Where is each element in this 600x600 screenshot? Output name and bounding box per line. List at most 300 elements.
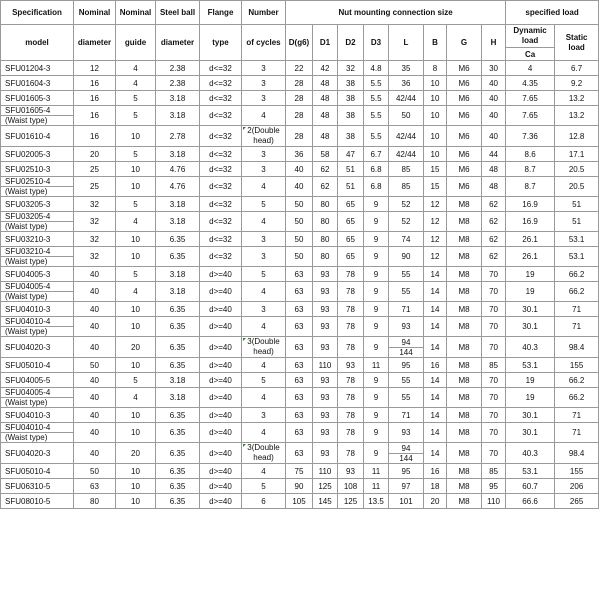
size-cell: M8 — [447, 302, 482, 317]
flange-type-cell: d<=32 — [200, 247, 242, 267]
nominal-diameter-cell: 16 — [74, 76, 116, 91]
size-cell: M8 — [447, 197, 482, 212]
static-load-cell: 155 — [555, 358, 599, 373]
size-cell: 125 — [338, 494, 364, 509]
size-cell: 42/44 — [389, 126, 424, 147]
table-row — [1, 408, 599, 423]
cycles-cell — [242, 443, 286, 464]
ball-diameter-cell: 3.18 — [156, 212, 200, 232]
dynamic-label: Dynamic — [513, 26, 547, 35]
double-head-label: 3(Double — [247, 443, 280, 452]
size-cell: M8 — [447, 408, 482, 423]
size-cell: 70 — [482, 267, 506, 282]
model-cell: SFU03210-3 — [1, 232, 74, 247]
size-cell: 93 — [313, 443, 338, 464]
table-row — [1, 106, 599, 116]
nominal-guide-cell: 20 — [116, 337, 156, 358]
size-cell: 55 — [389, 373, 424, 388]
dynamic-load-cell: 19 — [506, 282, 555, 302]
size-cell: 6.8 — [364, 177, 389, 197]
nominal-diameter-cell: 40 — [74, 302, 116, 317]
dynamic-load-cell: 7.36 — [506, 126, 555, 147]
size-cell: 93 — [313, 267, 338, 282]
size-cell: 47 — [338, 147, 364, 162]
double-head-suffix: head) — [253, 136, 274, 145]
table-row — [1, 126, 599, 147]
nominal-guide-cell: 10 — [116, 162, 156, 177]
cycles-cell: 4 — [242, 388, 286, 408]
size-cell: 9 — [364, 232, 389, 247]
size-cell: 78 — [338, 317, 364, 337]
size-cell: M8 — [447, 494, 482, 509]
static-load-cell: 6.7 — [555, 61, 599, 76]
size-cell: 28 — [286, 91, 313, 106]
model-cell: SFU03205-4 — [1, 212, 74, 222]
size-cell: 85 — [482, 464, 506, 479]
size-cell: 101 — [389, 494, 424, 509]
header-nominal-guide: Nominal — [116, 1, 156, 25]
ball-diameter-cell: 3.18 — [156, 147, 200, 162]
table-row — [1, 247, 599, 257]
table-row — [1, 232, 599, 247]
cycles-cell: 3 — [242, 408, 286, 423]
size-cell: 52 — [389, 197, 424, 212]
ball-diameter-cell: 6.35 — [156, 302, 200, 317]
ball-diameter-cell: 6.35 — [156, 317, 200, 337]
cycles-cell: 3 — [242, 302, 286, 317]
size-cell: 40 — [286, 162, 313, 177]
model-cell: SFU04010-3 — [1, 408, 74, 423]
size-cell: 10 — [424, 126, 447, 147]
size-cell: 36 — [389, 76, 424, 91]
ball-diameter-cell: 2.38 — [156, 61, 200, 76]
dynamic-load-cell: 8.7 — [506, 177, 555, 197]
size-cell: 62 — [482, 232, 506, 247]
size-cell: 52 — [389, 212, 424, 232]
size-cell: 4.8 — [364, 61, 389, 76]
size-cell: 14 — [424, 302, 447, 317]
static-load-cell: 98.4 — [555, 443, 599, 464]
nominal-guide-cell: 10 — [116, 232, 156, 247]
size-cell: 85 — [482, 358, 506, 373]
nominal-diameter-cell: 63 — [74, 479, 116, 494]
size-cell: 125 — [313, 479, 338, 494]
header-model: model — [1, 25, 74, 61]
model-cell: SFU03205-3 — [1, 197, 74, 212]
cycles-cell: 5 — [242, 267, 286, 282]
l-size-lower: 144 — [399, 347, 413, 357]
size-cell: M6 — [447, 106, 482, 126]
ball-diameter-cell: 3.18 — [156, 388, 200, 408]
header-col-b: B — [424, 25, 447, 61]
waist-type-label: (Waist type) — [1, 222, 74, 232]
model-cell: SFU04010-4 — [1, 423, 74, 433]
size-cell: 9 — [364, 443, 389, 464]
waist-type-label: (Waist type) — [1, 116, 74, 126]
size-cell: 55 — [389, 282, 424, 302]
size-cell: 50 — [286, 212, 313, 232]
nominal-diameter-cell: 32 — [74, 232, 116, 247]
size-cell: 110 — [313, 358, 338, 373]
nominal-diameter-cell: 25 — [74, 162, 116, 177]
size-cell: 12 — [424, 247, 447, 267]
size-cell: 63 — [286, 302, 313, 317]
size-cell: 51 — [338, 177, 364, 197]
size-cell: 97 — [389, 479, 424, 494]
l-size-upper: 94 — [389, 444, 423, 454]
nominal-diameter-cell: 32 — [74, 212, 116, 232]
size-cell: 78 — [338, 267, 364, 282]
flange-type-cell: d>=40 — [200, 282, 242, 302]
size-cell: 93 — [313, 302, 338, 317]
flange-type-cell: d<=32 — [200, 126, 242, 147]
waist-type-label: (Waist type) — [1, 398, 74, 408]
size-cell: M8 — [447, 373, 482, 388]
table-row — [1, 464, 599, 479]
size-cell: 8 — [424, 61, 447, 76]
size-cell: 85 — [389, 177, 424, 197]
size-cell: 80 — [313, 232, 338, 247]
size-cell: M6 — [447, 126, 482, 147]
flange-type-cell: d>=40 — [200, 464, 242, 479]
size-cell: 40 — [482, 91, 506, 106]
size-cell: 5.5 — [364, 76, 389, 91]
ball-diameter-cell: 2.38 — [156, 76, 200, 91]
nominal-guide-cell: 5 — [116, 373, 156, 388]
size-cell: M8 — [447, 317, 482, 337]
flange-type-cell: d<=32 — [200, 162, 242, 177]
flange-type-cell: d<=32 — [200, 61, 242, 76]
nominal-diameter-cell: 50 — [74, 464, 116, 479]
ball-diameter-cell: 3.18 — [156, 91, 200, 106]
static-load-cell: 9.2 — [555, 76, 599, 91]
size-cell: 20 — [424, 494, 447, 509]
size-cell: 48 — [482, 177, 506, 197]
ball-diameter-cell: 6.35 — [156, 232, 200, 247]
dynamic-load-cell: 30.1 — [506, 302, 555, 317]
model-cell: SFU02510-3 — [1, 162, 74, 177]
dynamic-load-cell: 8.6 — [506, 147, 555, 162]
model-cell: SFU04020-3 — [1, 337, 74, 358]
size-cell: M6 — [447, 76, 482, 91]
size-cell: 78 — [338, 408, 364, 423]
model-cell: SFU06310-5 — [1, 479, 74, 494]
dynamic-load-cell: 26.1 — [506, 247, 555, 267]
ball-diameter-cell: 4.76 — [156, 177, 200, 197]
size-cell: 63 — [286, 388, 313, 408]
size-cell: 70 — [482, 373, 506, 388]
cycles-cell: 5 — [242, 197, 286, 212]
static-load-cell: 66.2 — [555, 388, 599, 408]
table-row — [1, 423, 599, 433]
static-load-cell: 53.1 — [555, 247, 599, 267]
size-cell: 71 — [389, 302, 424, 317]
double-head-suffix: head) — [253, 347, 274, 356]
size-cell: 70 — [482, 282, 506, 302]
size-cell: 50 — [286, 232, 313, 247]
table-row — [1, 76, 599, 91]
size-cell: 14 — [424, 282, 447, 302]
size-cell: 12 — [424, 212, 447, 232]
nominal-diameter-cell: 12 — [74, 61, 116, 76]
size-cell: 14 — [424, 317, 447, 337]
size-cell: 63 — [286, 443, 313, 464]
size-cell: M8 — [447, 423, 482, 443]
nominal-diameter-cell: 40 — [74, 388, 116, 408]
nominal-guide-cell: 4 — [116, 61, 156, 76]
size-cell: 95 — [389, 464, 424, 479]
model-cell: SFU01204-3 — [1, 61, 74, 76]
nominal-diameter-cell: 40 — [74, 373, 116, 388]
ball-diameter-cell: 6.35 — [156, 494, 200, 509]
nominal-diameter-cell: 20 — [74, 147, 116, 162]
size-cell: 48 — [482, 162, 506, 177]
static-load-cell: 265 — [555, 494, 599, 509]
flange-type-cell: d<=32 — [200, 106, 242, 126]
size-cell: 9 — [364, 423, 389, 443]
size-cell: 9 — [364, 282, 389, 302]
size-cell: 78 — [338, 423, 364, 443]
size-cell: M6 — [447, 61, 482, 76]
size-cell: 65 — [338, 247, 364, 267]
table-row — [1, 212, 599, 222]
cycles-cell: 4 — [242, 212, 286, 232]
cycles-cell: 6 — [242, 494, 286, 509]
ball-diameter-cell: 3.18 — [156, 373, 200, 388]
size-cell: 95 — [389, 358, 424, 373]
size-cell: 10 — [424, 147, 447, 162]
header-diameter: diameter — [74, 25, 116, 61]
size-cell: M8 — [447, 388, 482, 408]
table-row — [1, 358, 599, 373]
cycles-cell: 4 — [242, 317, 286, 337]
size-cell: 44 — [482, 147, 506, 162]
flange-type-cell: d<=32 — [200, 76, 242, 91]
size-cell: 93 — [338, 358, 364, 373]
dynamic-load-cell: 53.1 — [506, 358, 555, 373]
header-flange-type: type — [200, 25, 242, 61]
dynamic-load-cell: 16.9 — [506, 197, 555, 212]
dynamic-load-cell: 7.65 — [506, 91, 555, 106]
double-head-label: 3(Double — [247, 337, 280, 346]
header-col-l: L — [389, 25, 424, 61]
model-cell: SFU08010-5 — [1, 494, 74, 509]
waist-type-label: (Waist type) — [1, 433, 74, 443]
size-cell: M8 — [447, 212, 482, 232]
size-cell: 93 — [313, 282, 338, 302]
size-cell: 42/44 — [389, 91, 424, 106]
flange-type-cell: d>=40 — [200, 443, 242, 464]
flange-type-cell: d<=32 — [200, 147, 242, 162]
size-cell: 70 — [482, 443, 506, 464]
size-cell: 55 — [389, 388, 424, 408]
static-load-cell: 71 — [555, 302, 599, 317]
table-row — [1, 177, 599, 187]
model-cell: SFU01605-3 — [1, 91, 74, 106]
size-cell: 93 — [313, 388, 338, 408]
ball-diameter-cell: 3.18 — [156, 106, 200, 126]
size-cell: 74 — [389, 232, 424, 247]
ball-diameter-cell: 3.18 — [156, 282, 200, 302]
cycles-cell: 3 — [242, 147, 286, 162]
size-cell: 22 — [286, 61, 313, 76]
ball-diameter-cell: 6.35 — [156, 358, 200, 373]
static-label: Static — [565, 32, 588, 42]
nominal-guide-cell: 10 — [116, 126, 156, 147]
size-cell: 13.5 — [364, 494, 389, 509]
size-cell: 93 — [313, 317, 338, 337]
nominal-diameter-cell: 32 — [74, 247, 116, 267]
size-cell: 14 — [424, 267, 447, 282]
size-cell: 80 — [313, 212, 338, 232]
static-load-cell: 53.1 — [555, 232, 599, 247]
dynamic-load-cell: 7.65 — [506, 106, 555, 126]
dynamic-load-cell: 30.1 — [506, 423, 555, 443]
static-load-cell: 66.2 — [555, 373, 599, 388]
size-cell: 10 — [424, 91, 447, 106]
nominal-diameter-cell: 16 — [74, 126, 116, 147]
static-load-cell: 13.2 — [555, 91, 599, 106]
size-cell: M6 — [447, 147, 482, 162]
table-row — [1, 147, 599, 162]
flange-type-cell: d<=32 — [200, 197, 242, 212]
l-size-upper: 94 — [389, 338, 423, 348]
l-size-cell — [389, 337, 424, 358]
size-cell: M8 — [447, 282, 482, 302]
nominal-diameter-cell: 80 — [74, 494, 116, 509]
size-cell: 38 — [338, 126, 364, 147]
size-cell: 80 — [313, 247, 338, 267]
nominal-diameter-cell: 40 — [74, 408, 116, 423]
size-cell: 10 — [424, 76, 447, 91]
nominal-guide-cell: 10 — [116, 479, 156, 494]
model-cell: SFU04005-5 — [1, 373, 74, 388]
size-cell: 80 — [313, 197, 338, 212]
size-cell: 108 — [338, 479, 364, 494]
size-cell: 6.7 — [364, 147, 389, 162]
flange-type-cell: d<=32 — [200, 212, 242, 232]
size-cell: 36 — [286, 147, 313, 162]
static-load-cell: 20.5 — [555, 177, 599, 197]
header-cycles: of cycles — [242, 25, 286, 61]
model-cell: SFU01605-4 — [1, 106, 74, 116]
dynamic-load-cell: 60.7 — [506, 479, 555, 494]
header-col-d2: D2 — [338, 25, 364, 61]
nominal-guide-cell: 10 — [116, 247, 156, 267]
size-cell: 75 — [286, 464, 313, 479]
cycles-cell: 3 — [242, 61, 286, 76]
waist-type-label: (Waist type) — [1, 257, 74, 267]
size-cell: 38 — [338, 106, 364, 126]
size-cell: 78 — [338, 302, 364, 317]
flange-type-cell: d>=40 — [200, 302, 242, 317]
static-load-cell: 206 — [555, 479, 599, 494]
size-cell: 38 — [338, 91, 364, 106]
size-cell: 93 — [313, 337, 338, 358]
size-cell: 63 — [286, 282, 313, 302]
size-cell: 70 — [482, 317, 506, 337]
cycles-cell: 4 — [242, 177, 286, 197]
model-cell: SFU01610-4 — [1, 126, 74, 147]
dynamic-load-cell: 4.35 — [506, 76, 555, 91]
dynamic-load-cell: 19 — [506, 267, 555, 282]
size-cell: 93 — [389, 423, 424, 443]
l-size-cell — [389, 443, 424, 464]
size-cell: 48 — [313, 106, 338, 126]
nominal-guide-cell: 10 — [116, 302, 156, 317]
size-cell: 35 — [389, 61, 424, 76]
header-ball-diameter: diameter — [156, 25, 200, 61]
static-load-cell: 13.2 — [555, 106, 599, 126]
flange-type-cell: d>=40 — [200, 479, 242, 494]
size-cell: 42 — [313, 61, 338, 76]
size-cell: 70 — [482, 337, 506, 358]
static-load-cell: 98.4 — [555, 337, 599, 358]
static-load-cell: 51 — [555, 197, 599, 212]
ball-diameter-cell: 6.35 — [156, 443, 200, 464]
nominal-guide-cell: 4 — [116, 76, 156, 91]
size-cell: 78 — [338, 373, 364, 388]
size-cell: 48 — [313, 91, 338, 106]
flange-type-cell: d>=40 — [200, 358, 242, 373]
size-cell: 16 — [424, 464, 447, 479]
size-cell: 38 — [338, 76, 364, 91]
size-cell: 40 — [286, 177, 313, 197]
size-cell: 14 — [424, 388, 447, 408]
header-col-d1: D1 — [313, 25, 338, 61]
nominal-guide-cell: 4 — [116, 282, 156, 302]
dynamic-load-cell: 8.7 — [506, 162, 555, 177]
size-cell: 70 — [482, 388, 506, 408]
size-cell: 93 — [313, 408, 338, 423]
header-col-dg6: D(g6) — [286, 25, 313, 61]
table-row — [1, 267, 599, 282]
size-cell: 40 — [482, 126, 506, 147]
size-cell: 85 — [389, 162, 424, 177]
static-load-cell: 155 — [555, 464, 599, 479]
size-cell: 14 — [424, 423, 447, 443]
table-row — [1, 302, 599, 317]
cycles-cell: 4 — [242, 464, 286, 479]
nominal-diameter-cell: 25 — [74, 177, 116, 197]
size-cell: 93 — [389, 317, 424, 337]
nominal-guide-cell: 20 — [116, 443, 156, 464]
size-cell: 11 — [364, 479, 389, 494]
flange-type-cell: d>=40 — [200, 267, 242, 282]
dynamic-load-cell: 53.1 — [506, 464, 555, 479]
waist-type-label: (Waist type) — [1, 292, 74, 302]
flange-type-cell: d>=40 — [200, 494, 242, 509]
size-cell: 95 — [482, 479, 506, 494]
model-cell: SFU02005-3 — [1, 147, 74, 162]
size-cell: 18 — [424, 479, 447, 494]
size-cell: 28 — [286, 106, 313, 126]
size-cell: 9 — [364, 247, 389, 267]
size-cell: 28 — [286, 76, 313, 91]
nominal-guide-cell: 5 — [116, 197, 156, 212]
header-guide: guide — [116, 25, 156, 61]
size-cell: M8 — [447, 247, 482, 267]
size-cell: 32 — [338, 61, 364, 76]
size-cell: 62 — [313, 162, 338, 177]
size-cell: 145 — [313, 494, 338, 509]
model-cell: SFU04005-3 — [1, 267, 74, 282]
size-cell: 65 — [338, 232, 364, 247]
flange-type-cell: d>=40 — [200, 388, 242, 408]
size-cell: 62 — [313, 177, 338, 197]
nominal-guide-cell: 10 — [116, 317, 156, 337]
static-load-cell: 17.1 — [555, 147, 599, 162]
